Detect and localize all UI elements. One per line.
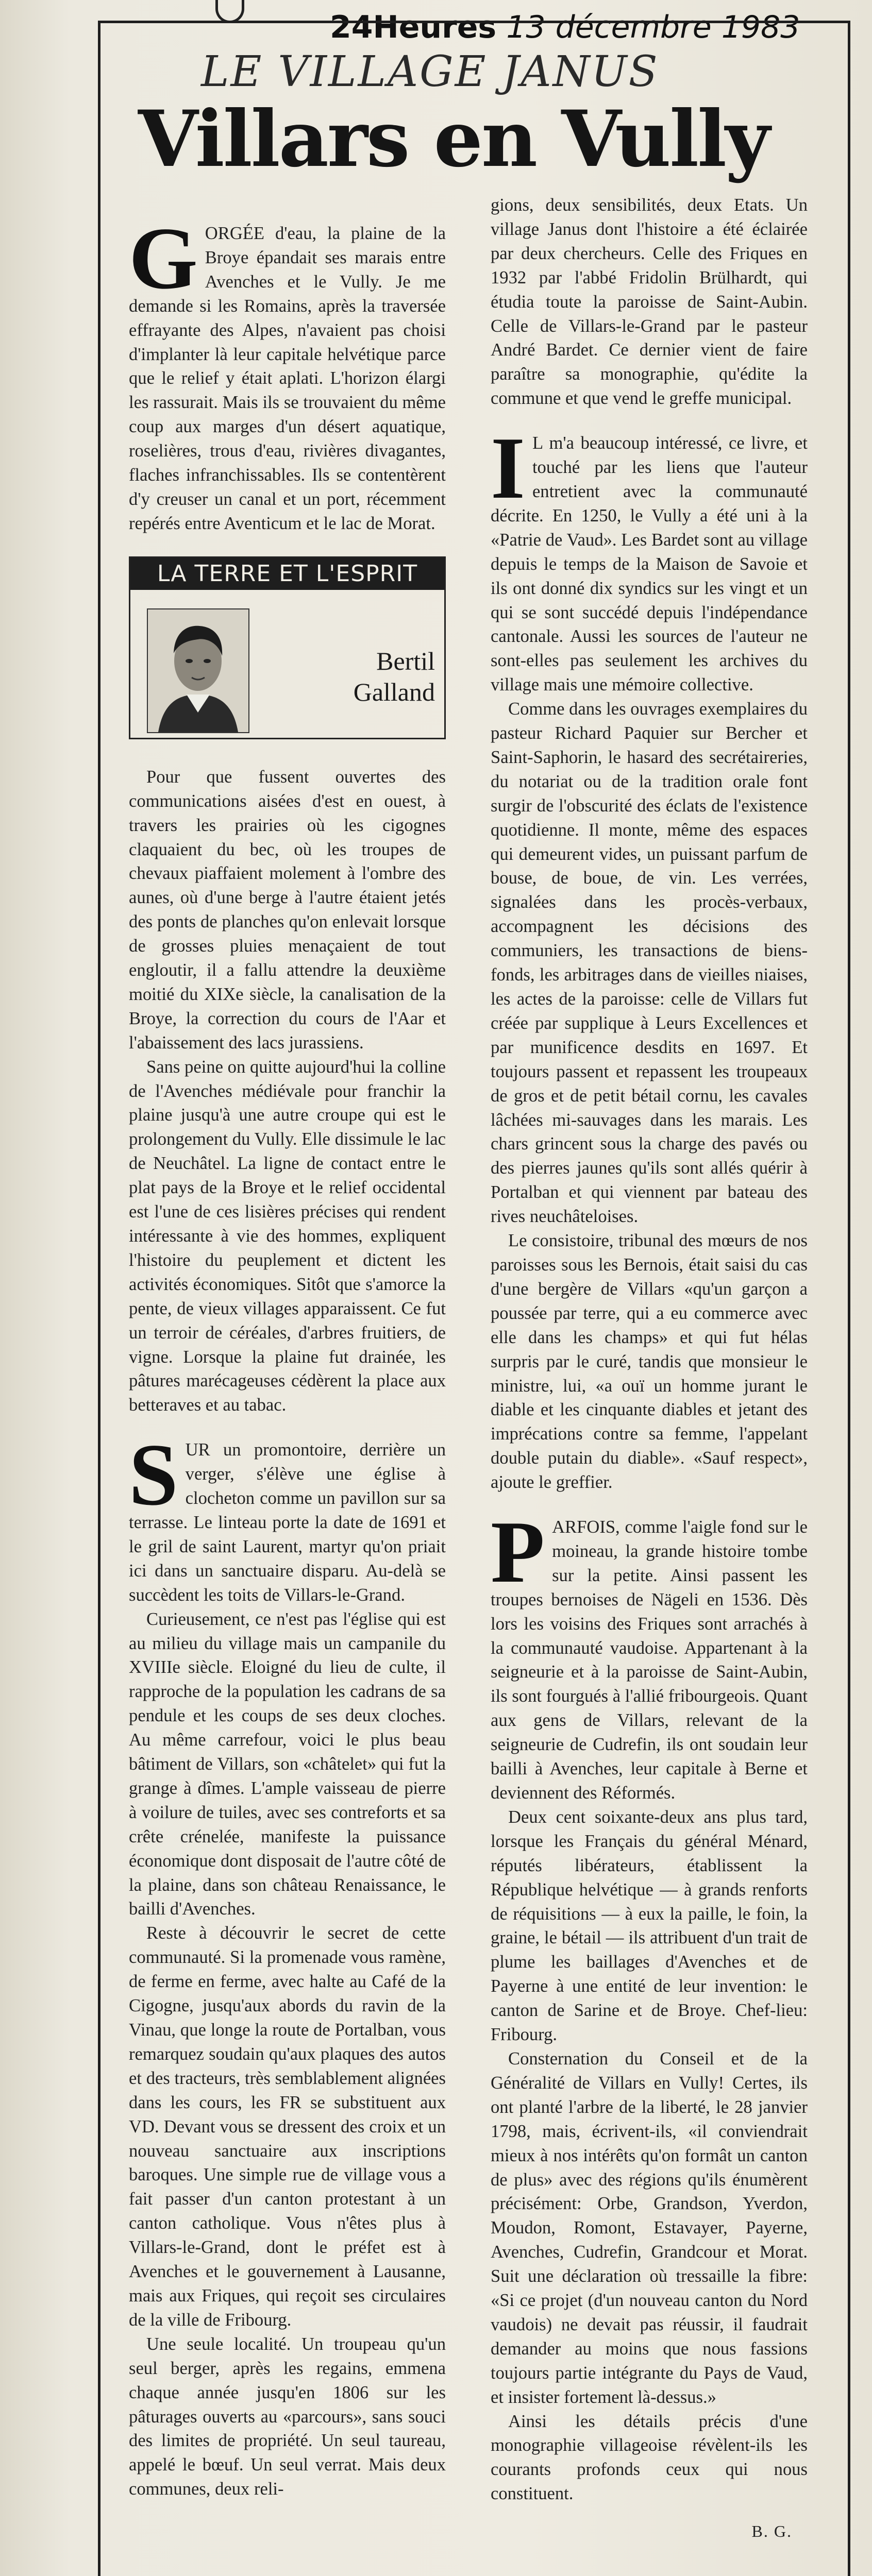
author-name — [354, 646, 435, 707]
dropcap: G — [129, 210, 198, 308]
body-paragraph: Sans peine on quitte aujourd'hui la colline de l'Avenches médiévale pour franchir la plaine jusqu'à une autre croupe qui est le prolongement du Vully. Elle dissimule le lac de Neuchâtel. La ligne de contact entre le plat pays de la Broye et le relief occidental est l'une de ces lisières précises qui rendent intéressante à vie des hommes, expliquent l'histoire du peuplement et dictent les activités économiques. Sitôt que s'amorce la pente, de vieux villages apparaissent. Ce fut un terroir de céréales, d'arbres fruitiers, de vigne. Lorsque la plaine fut drainée, les pâtures marécageuses cédèrent la place aux betteraves et au tabac. — [129, 1057, 446, 1415]
author-last-name: Galland — [353, 677, 435, 706]
body-paragraph: Une seule localité. Un troupeau qu'un seul berger, après les regains, emmena chaque année jusqu'en 1806 sur les pâturages ouverts au «parcours», sans souci des limites de propriété. Un seul taureau, appelé le bœuf. Un seul verrat. Mais deux communes, deux reli- — [129, 2334, 446, 2499]
body-paragraph: Curieusement, ce n'est pas l'église qui est au milieu du village mais un campanile du XVIIIe siècle. Eloigné du lieu de culte, il rapproche de la population les cadrans de sa pendule et les coups de ses deux cloches. Au même carrefour, voici le plus beau bâtiment de Villars, son «châtelet» qui fut la grange à dîmes. L'ample vaisseau de pierre à voilure de tuiles, avec ses contreforts et sa crête crénelée, manifeste la puissance économique dont disposait de l'autre côté de la plaine, dans son château Renaissance, le bailli d'Avenches. — [129, 1609, 446, 1919]
body-paragraph: Pour que fussent ouvertes des communications aisées d'est en ouest, à travers les prairies où les cigognes claquaient du bec, où les troupes de chevaux piaffaient molement à l'ombre des aunes, où d'une berge à l'autre étaient jetés des ponts de planches qu'on enlevait lorsque de grosses pluies menaçaient de tout engloutir, il a fallu attendre la deuxième moitié du XIXe siècle, la canalisation de la Broye, la correction du cours de l'Aar et l'abaissement des lacs jurassiens. — [129, 767, 446, 1053]
rubric-box — [129, 556, 446, 739]
intro-paragraph: GORGÉE d'eau, la plaine de la Broye épandait ses marais entre Avenches et le Vully. Je me demande si les Romains, après la traversée effrayante des Alpes, n'avaient pas choisi d'implanter là leur capitale helvétique parce que le relief y était aplati. L'horizon élargi les rassurait. Mais ils se trouvaient du même coup aux marges d'un désert aquatique, roselières, trous d'eau, rivières divagantes, flaches infranchissables. Ils se contentèrent d'y creuser un canal et un port, récemment repérés entre Aventicum et le lac de Morat. — [129, 210, 446, 533]
body-paragraph: Ainsi les détails précis d'une monographie villageoise révèlent-ils les courants profonds ceux qui nous constituent. — [491, 2411, 808, 2504]
section-intro-paragraph: PARFOIS, comme l'aigle fond sur le moineau, la grande histoire tombe sur la petite. Ainsi passent les troupes bernoises de Nägeli en 1536. Dès lors les voisins des Friques sont arrachés à la communauté vaudoise. Appartenant à la seigneurie et à la paroisse de Saint-Aubin, ils sont fourgués à l'allié fribourgeois. Quant aux gens de Villars, relevant de la seigneurie de Cudrefin, ils ont soudain leur bailli à Avenches, leur capitale à Berne et deviennent des Réformés. — [491, 1503, 808, 1803]
section-intro-paragraph: I L m'a beaucoup intéressé, ce livre, et touché par les liens que l'auteur entretient avec la communauté décrite. En 1250, le Vully a été uni à la «Patrie de Vaud». Les Bardet sont au village depuis le temps de la Maison de Savoie et ils ont donné dix syndics sur les vingt et un qui se sont succédé depuis l'indépendance cantonale. Aussi les sources de l'auteur ne sont-elles pas seulement les archives du village mais une mémoire collective. — [491, 419, 808, 695]
body-paragraph: gions, deux sensibilités, deux Etats. Un village Janus dont l'histoire a été éclairée par deux chercheurs. Celle des Friques en 1932 par l'abbé Fridolin Brülhardt, qui étudia toute la paroisse de Saint-Aubin. Celle de Villars-le-Grand par le pasteur André Bardet. Ce dernier vient de faire paraître sa monographie, qu'édite la commune et que vend le greffe municipal. — [491, 195, 808, 409]
dropcap: P — [491, 1503, 545, 1602]
article-headline: Villars en Vully — [138, 94, 769, 184]
body-paragraph: Consternation du Conseil et de la Généralité de Villars en Vully! Certes, ils ont planté l'arbre de la liberté, le 28 janvier 1798, mais, écrivent-ils, «il conviendrait mieux à nos intérêts qu'on formât un canton de plus» avec des régions qu'ils énumèrent précisément: Orbe, Grandson, Yverdon, Moudon, Romont, Estavayer, Payerne, Avenches, Cudrefin, Grandcour et Morat. Suit une déclaration où tressaille la fibre: «Si ce projet (d'un nouveau canton du Nord vaudois) ne devait pas réussir, il faudrait demander au moins que nous fassions toujours partie intégrante du Pays de Vaud, et insister fortement là-dessus.» — [491, 2048, 808, 2407]
body-paragraph: Le consistoire, tribunal des mœurs de nos paroisses sous les Bernois, était saisi du cas d'une bergère de Villars «qu'un garçon a poussée par terre, qui a eu commerce avec elle dans les champs» et qui fut hélas surpris par le curé, tandis que monsieur le ministre, lui, «a ouï un homme jurant le diable et les cinquante diables et jetant des imprécations contre sa femme, l'appelant double putain du diable». «Sauf respect», ajoute le greffier. — [491, 1231, 808, 1493]
author-portrait — [147, 608, 249, 733]
author-signature: B. G. — [751, 2522, 792, 2541]
left-column — [129, 210, 446, 2501]
body-paragraph: Reste à découvrir le secret de cette communauté. Si la promenade vous ramène, de ferme en ferme, avec halte au Café de la Cigogne, jusqu'aux abords du ravin de la Vinau, que longe la route de Portalban, vous remarquez soudain qu'aux plaques des autos et des tracteurs, très semblablement alignées dans les cours, les FR se substituent aux VD. Devant vous se dressent des croix et un nouveau sanctuaire aux inscriptions baroques. Une simple rue de village vous a fait passer d'un canton protestant à un canton catholique. Vous n'êtes plus à Villars-le-Grand, dont le préfet est à Avenches et le gouvernement à Lausanne, mais aux Friques, qui reçoit ses circulaires de la ville de Fribourg. — [129, 1923, 446, 2330]
article-kicker: LE VILLAGE JANUS — [201, 47, 659, 96]
dropcap: S — [129, 1426, 178, 1524]
body-paragraph: Comme dans les ouvrages exemplaires du pasteur Richard Paquier sur Bercher et Saint-Saphorin, le hasard des secrétaireries, du notariat ou de la tradition orale font surgir de l'obscurité des éclats de l'existence quotidienne. Il monte, même des espaces qui demeurent vides, un puissant parfum de bouse, de boue, de vin. Les verrées, signalées dans les procès-verbaux, accompagnent les décisions des communiers, les transactions de biens-fonds, les arbitrages dans de vieilles niaises, les actes de la paroisse: celle de Villars fut créée par supplique à Leurs Excellences et par munificence desdits en 1697. Et toujours passent et repassent les troupeaux de gros et de petit bétail cornu, les cavales lâchées mi-sauvages dans les marais. Les chars grincent sous la charge des pavés ou des pierres jaunes qu'ils sont allés quérir à Portalban et qui viennent par bateau des rives neuchâteloises. — [491, 699, 808, 1227]
publication-name: 24Heures — [330, 9, 497, 45]
section-intro-paragraph: SUR un promontoire, derrière un verger, s'élève une église à clocheton comme un pavillon sur sa terrasse. Le linteau porte la date de 1691 et le gril de saint Laurent, martyr qu'on priait ici dans un sanctuaire disparu. Au-delà se succèdent les toits de Villars-le-Grand. — [129, 1426, 446, 1605]
author-photo — [148, 609, 248, 732]
rubric-title: LA TERRE ET L'ESPRIT — [130, 558, 444, 590]
body-paragraph: Deux cent soixante-deux ans plus tard, lorsque les Français du général Ménard, réputés libérateurs, établissent la République helvétique — à grands renforts de réquisitions — à eux la paille, le foin, la graine, le bétail — ils attribuent d'un trait de plume les baillages d'Avenches et de Payerne à une entité de leur invention: le canton de Sarine et de Broye. Chef-lieu: Fribourg. — [491, 1807, 808, 2045]
dropcap: I — [491, 419, 525, 518]
author-first-name: Bertil — [376, 646, 435, 675]
publication-date: 13 décembre 1983 — [506, 9, 800, 45]
punch-hole — [215, 0, 244, 23]
right-column — [491, 193, 808, 2544]
